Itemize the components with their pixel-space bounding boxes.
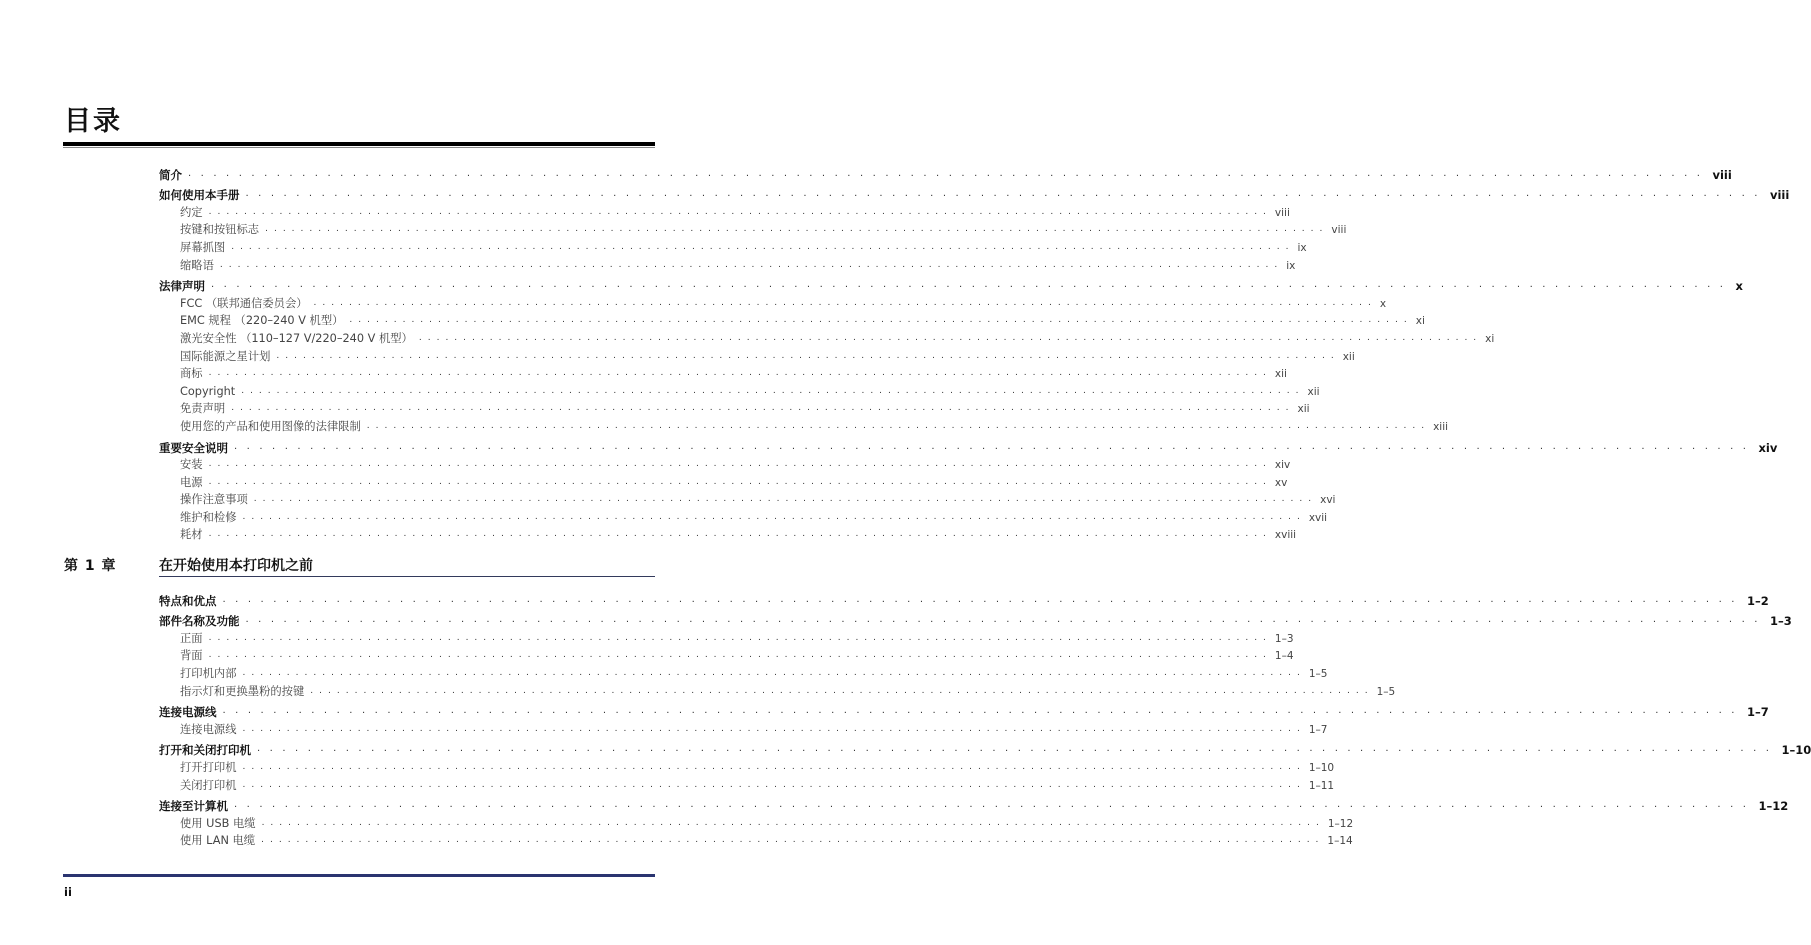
toc-subentry[interactable]	[159, 831, 1353, 849]
toc-entry-title: 屏幕抓图	[180, 240, 226, 254]
toc-entry-title: 使用您的产品和使用图像的法律限制	[180, 419, 361, 433]
dot-leader: ........................................................................................................................	[261, 835, 1325, 846]
toc-page-number: 1–10	[1781, 743, 1811, 758]
title-rule	[63, 142, 655, 146]
toc-subentry[interactable]	[159, 775, 1335, 793]
dot-leader: ........................................................................................................................	[234, 440, 1756, 452]
toc-page-number: 1–7	[1746, 705, 1769, 720]
dot-leader: ........................................................................................................................	[349, 315, 1413, 326]
dot-leader: ........................................................................................................................	[222, 705, 1744, 717]
toc-entry[interactable]	[159, 796, 1789, 814]
toc-subentry[interactable]	[159, 255, 1296, 273]
toc-page-number: xii	[1274, 368, 1287, 381]
toc-page-number: xiv	[1758, 440, 1778, 455]
page-title: 目录	[64, 106, 122, 137]
toc-entry[interactable]	[159, 590, 1769, 608]
toc-subentry[interactable]	[159, 328, 1495, 346]
toc-page-number: viii	[1769, 188, 1790, 203]
toc-page-number: x	[1379, 297, 1387, 310]
dot-leader: ........................................................................................................................	[261, 817, 1325, 828]
toc-page-number: xii	[1307, 385, 1320, 398]
toc-entry-title: 正面	[180, 631, 203, 645]
toc-subentry[interactable]	[159, 202, 1290, 220]
toc-entry[interactable]	[159, 702, 1769, 720]
toc-entry-title: 打开打印机	[180, 760, 237, 774]
toc-entry[interactable]	[159, 611, 1792, 629]
toc-page-number: xviii	[1274, 529, 1297, 542]
dot-leader: ........................................................................................................................	[219, 259, 1284, 270]
toc-subentry[interactable]	[159, 416, 1449, 434]
dot-leader: ........................................................................................................................	[245, 614, 1767, 626]
dot-leader: ........................................................................................................................	[208, 459, 1272, 470]
toc-subentry[interactable]	[159, 507, 1328, 525]
toc-entry-title: 部件名称及功能	[159, 614, 240, 629]
toc-page-number: 1–12	[1327, 817, 1354, 830]
dot-leader: ........................................................................................................................	[310, 685, 1374, 696]
toc-page-number: 1–2	[1746, 593, 1769, 608]
toc-page-number: xiv	[1274, 459, 1291, 472]
dot-leader: ........................................................................................................................	[257, 743, 1779, 755]
dot-leader: ........................................................................................................................	[242, 723, 1306, 734]
dot-leader: ........................................................................................................................	[208, 650, 1272, 661]
toc-page-number: viii	[1274, 206, 1290, 219]
toc-page-number: viii	[1331, 224, 1347, 237]
toc-page-number: xvi	[1320, 494, 1336, 507]
dot-leader: ........................................................................................................................	[242, 667, 1306, 678]
footer-page-number: ii	[64, 885, 72, 899]
toc-entry-title: 电源	[180, 475, 203, 489]
toc-subentry[interactable]	[159, 472, 1288, 490]
toc-entry-title: 简介	[159, 167, 182, 182]
toc-page-number: xi	[1485, 332, 1495, 345]
toc-subentry[interactable]	[159, 399, 1310, 417]
footer-rule	[63, 874, 655, 877]
toc-entry-title: 按键和按钮标志	[180, 223, 260, 237]
toc-entry-title: 重要安全说明	[159, 440, 228, 455]
toc-entry-title: 打开和关闭打印机	[159, 743, 251, 758]
toc-entry-title: 使用 LAN 电缆	[180, 834, 256, 848]
toc-front-matter	[159, 164, 1790, 542]
dot-leader: ........................................................................................................................	[208, 368, 1272, 379]
toc-entry-title: EMC 规程 （220–240 V 机型）	[180, 314, 344, 328]
toc-page-number: 1–3	[1274, 632, 1294, 645]
toc-entry-title: 免责声明	[180, 402, 226, 416]
toc-page-number: 1–5	[1376, 685, 1396, 698]
toc-entry-title: 背面	[180, 649, 203, 663]
toc-page-number: xv	[1274, 476, 1288, 489]
dot-leader: ........................................................................................................................	[242, 761, 1306, 772]
dot-leader: ........................................................................................................................	[208, 476, 1272, 487]
toc-entry-title: 连接电源线	[180, 722, 237, 736]
toc-entry-title: 商标	[180, 367, 203, 381]
toc-subentry[interactable]	[159, 813, 1354, 831]
chapter-heading	[64, 555, 656, 577]
toc-subentry[interactable]	[159, 525, 1297, 543]
toc-subentry[interactable]	[159, 364, 1287, 382]
toc-entry[interactable]	[159, 740, 1811, 758]
toc-entry-title: 使用 USB 电缆	[180, 816, 256, 830]
toc-page-number: 1–12	[1758, 799, 1789, 814]
dot-leader: ........................................................................................................................	[231, 403, 1295, 414]
toc-entry[interactable]	[159, 437, 1778, 455]
dot-leader: ........................................................................................................................	[242, 779, 1306, 790]
toc-chapter-1	[159, 590, 1811, 848]
toc-subentry[interactable]	[159, 346, 1355, 364]
dot-leader: ........................................................................................................................	[211, 279, 1733, 291]
toc-subentry[interactable]	[159, 490, 1336, 508]
toc-page-number: 1–14	[1327, 835, 1353, 848]
dot-leader: ........................................................................................................................	[242, 511, 1306, 522]
toc-subentry[interactable]	[159, 757, 1335, 775]
toc-entry-title: 打印机内部	[180, 666, 237, 680]
toc-page-number: xii	[1342, 350, 1355, 363]
toc-page-number: 1–4	[1274, 650, 1294, 663]
toc-page-number: 1–5	[1308, 667, 1328, 680]
dot-leader: ........................................................................................................................	[241, 385, 1305, 396]
toc-subentry[interactable]	[159, 311, 1425, 329]
dot-leader: ........................................................................................................................	[208, 206, 1272, 217]
dot-leader: ........................................................................................................................	[313, 297, 1377, 308]
toc-page-number: xii	[1297, 403, 1310, 416]
toc-entry-title: 法律声明	[159, 279, 205, 294]
toc-entry-title: 缩略语	[180, 258, 214, 272]
toc-entry-title: Copyright	[180, 384, 236, 398]
dot-leader: ........................................................................................................................	[245, 188, 1767, 200]
toc-entry-title: FCC （联邦通信委员会）	[180, 296, 308, 310]
toc-page-number: xvii	[1308, 511, 1328, 524]
toc-subentry[interactable]	[159, 681, 1396, 699]
chapter-rule	[159, 576, 655, 577]
toc-page-number: xi	[1415, 315, 1425, 328]
title-rule-thin	[63, 147, 655, 148]
dot-leader: ........................................................................................................................	[265, 224, 1329, 235]
toc-subentry[interactable]	[159, 663, 1328, 681]
dot-leader: ........................................................................................................................	[208, 529, 1272, 540]
toc-subentry[interactable]	[159, 237, 1307, 255]
toc-subentry[interactable]	[159, 381, 1320, 399]
dot-leader: ........................................................................................................................	[418, 332, 1483, 343]
toc-subentry[interactable]	[159, 719, 1328, 737]
toc-entry-title: 如何使用本手册	[159, 188, 240, 203]
toc-entry-title: 安装	[180, 458, 203, 472]
toc-entry-title: 连接电源线	[159, 705, 217, 720]
toc-page-number: xiii	[1433, 420, 1449, 433]
toc-entry-title: 耗材	[180, 528, 203, 542]
toc-page-number: 1–7	[1308, 723, 1328, 736]
dot-leader: ........................................................................................................................	[253, 494, 1318, 505]
chapter-title[interactable]: 在开始使用本打印机之前	[159, 558, 313, 574]
dot-leader: ........................................................................................................................	[208, 632, 1272, 643]
toc-entry-title: 激光安全性 （110–127 V/220–240 V 机型）	[180, 331, 413, 345]
toc-entry-title: 关闭打印机	[180, 778, 237, 792]
toc-entry[interactable]	[159, 276, 1743, 294]
toc-page-number: 1–10	[1308, 761, 1335, 774]
toc-entry-title: 操作注意事项	[180, 493, 248, 507]
toc-page-number: ix	[1297, 241, 1307, 254]
chapter-number: 第 1 章	[64, 558, 117, 574]
dot-leader: ........................................................................................................................	[234, 799, 1756, 811]
toc-entry-title: 维护和检修	[180, 510, 237, 524]
toc-page-number: ix	[1286, 259, 1296, 272]
toc-entry[interactable]	[159, 185, 1790, 203]
dot-leader: ........................................................................................................................	[188, 167, 1710, 179]
toc-subentry[interactable]	[159, 646, 1294, 664]
dot-leader: ........................................................................................................................	[222, 593, 1744, 605]
toc-entry-title: 连接至计算机	[159, 799, 228, 814]
toc-subentry[interactable]	[159, 628, 1294, 646]
toc-page-number: x	[1735, 279, 1743, 294]
toc-subentry[interactable]	[159, 220, 1347, 238]
toc-entry-title: 约定	[180, 205, 203, 219]
toc-page-number: 1–11	[1308, 779, 1335, 792]
toc-entry-title: 特点和优点	[159, 593, 217, 608]
dot-leader: ........................................................................................................................	[231, 241, 1295, 252]
toc-subentry[interactable]	[159, 293, 1387, 311]
toc-page-number: viii	[1712, 167, 1732, 182]
toc-subentry[interactable]	[159, 455, 1291, 473]
toc-entry[interactable]	[159, 164, 1732, 182]
toc-entry-title: 指示灯和更换墨粉的按键	[180, 684, 305, 698]
toc-entry-title: 国际能源之星计划	[180, 349, 271, 363]
dot-leader: ........................................................................................................................	[366, 420, 1431, 431]
toc-page-number: 1–3	[1769, 614, 1792, 629]
dot-leader: ........................................................................................................................	[276, 350, 1340, 361]
